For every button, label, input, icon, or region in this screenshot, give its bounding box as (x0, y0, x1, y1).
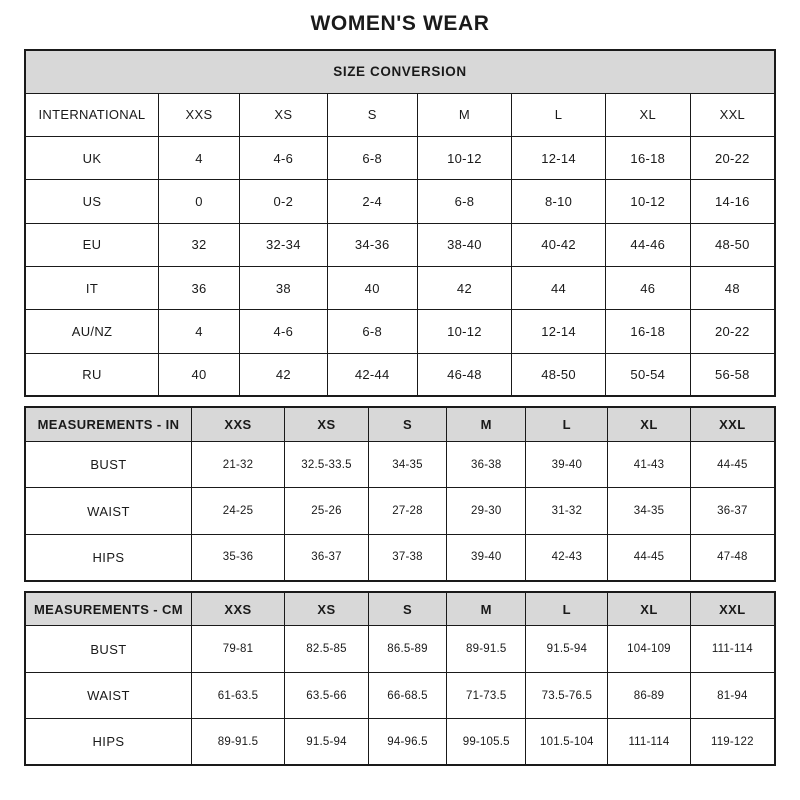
table-row (25, 137, 775, 180)
column-header-row (25, 93, 775, 136)
column-header-row (25, 592, 775, 626)
size-column-header: M (446, 592, 526, 626)
cell-value: 24-25 (192, 488, 285, 535)
row-label: IT (25, 266, 159, 309)
size-column-header: XL (608, 592, 691, 626)
cell-value: 42 (417, 266, 512, 309)
cell-value: 27-28 (369, 488, 447, 535)
cell-value: 104-109 (608, 626, 691, 673)
size-column-header: S (369, 592, 447, 626)
cell-value: 48-50 (690, 223, 775, 266)
cell-value: 82.5-85 (285, 626, 369, 673)
size-column-header: XS (285, 407, 369, 441)
cell-value: 81-94 (690, 672, 775, 719)
cell-value: 40 (327, 266, 417, 309)
cell-value: 89-91.5 (446, 626, 526, 673)
size-column-header: XL (608, 407, 691, 441)
cell-value: 31-32 (526, 488, 608, 535)
cell-value: 0-2 (239, 180, 327, 223)
size-column-header: L (526, 407, 608, 441)
cell-value: 101.5-104 (526, 719, 608, 766)
cell-value: 8-10 (512, 180, 606, 223)
measurements-cm-table (24, 591, 776, 767)
cell-value: 10-12 (417, 310, 512, 353)
cell-value: 66-68.5 (369, 672, 447, 719)
measurements-cm-section (24, 591, 776, 767)
cell-value: 41-43 (608, 441, 691, 488)
cell-value: 48-50 (512, 353, 606, 396)
cell-value: 34-36 (327, 223, 417, 266)
cell-value: 32-34 (239, 223, 327, 266)
cell-value: 86-89 (608, 672, 691, 719)
cell-value: 14-16 (690, 180, 775, 223)
cell-value: 71-73.5 (446, 672, 526, 719)
table-row (25, 626, 775, 673)
cell-value: 111-114 (690, 626, 775, 673)
cell-value: 119-122 (690, 719, 775, 766)
size-conversion-section (24, 49, 776, 397)
cell-value: 0 (159, 180, 240, 223)
cell-value: 6-8 (417, 180, 512, 223)
row-label: BUST (25, 626, 192, 673)
table-row (25, 180, 775, 223)
row-label: WAIST (25, 672, 192, 719)
table-row (25, 353, 775, 396)
cell-value: 44-45 (690, 441, 775, 488)
cell-value: 86.5-89 (369, 626, 447, 673)
cell-value: 20-22 (690, 137, 775, 180)
size-column-header: XXL (690, 407, 775, 441)
cell-value: 44 (512, 266, 606, 309)
cell-value: 99-105.5 (446, 719, 526, 766)
size-column-header: S (369, 407, 447, 441)
cell-value: 46 (605, 266, 690, 309)
row-label: HIPS (25, 534, 192, 581)
measurements-in-table (24, 406, 776, 582)
cell-value: 111-114 (608, 719, 691, 766)
size-column-header: M (446, 407, 526, 441)
size-column-header: S (327, 93, 417, 136)
row-label: RU (25, 353, 159, 396)
cell-value: 50-54 (605, 353, 690, 396)
table-row (25, 266, 775, 309)
row-label: WAIST (25, 488, 192, 535)
size-column-header: XXL (690, 93, 775, 136)
size-column-header: L (512, 93, 606, 136)
cell-value: 21-32 (192, 441, 285, 488)
row-label: US (25, 180, 159, 223)
cell-value: 36-37 (690, 488, 775, 535)
cell-value: 73.5-76.5 (526, 672, 608, 719)
size-conversion-title: SIZE CONVERSION (25, 50, 775, 93)
column-header-row (25, 407, 775, 441)
table-title-row (25, 50, 775, 93)
cell-value: 44-45 (608, 534, 691, 581)
cell-value: 40-42 (512, 223, 606, 266)
size-column-header: L (526, 592, 608, 626)
cell-value: 12-14 (512, 137, 606, 180)
row-header-label: MEASUREMENTS - CM (25, 592, 192, 626)
cell-value: 46-48 (417, 353, 512, 396)
cell-value: 25-26 (285, 488, 369, 535)
cell-value: 42-43 (526, 534, 608, 581)
cell-value: 91.5-94 (285, 719, 369, 766)
row-label: EU (25, 223, 159, 266)
cell-value: 4 (159, 137, 240, 180)
row-header-label: INTERNATIONAL (25, 93, 159, 136)
table-row (25, 672, 775, 719)
cell-value: 10-12 (417, 137, 512, 180)
table-row (25, 719, 775, 766)
table-row (25, 441, 775, 488)
cell-value: 6-8 (327, 137, 417, 180)
cell-value: 32 (159, 223, 240, 266)
cell-value: 38-40 (417, 223, 512, 266)
cell-value: 48 (690, 266, 775, 309)
cell-value: 47-48 (690, 534, 775, 581)
cell-value: 36-37 (285, 534, 369, 581)
size-column-header: XXS (192, 592, 285, 626)
page-title: WOMEN'S WEAR (310, 12, 490, 35)
size-column-header: XXS (192, 407, 285, 441)
cell-value: 91.5-94 (526, 626, 608, 673)
cell-value: 94-96.5 (369, 719, 447, 766)
cell-value: 63.5-66 (285, 672, 369, 719)
cell-value: 34-35 (608, 488, 691, 535)
cell-value: 89-91.5 (192, 719, 285, 766)
cell-value: 2-4 (327, 180, 417, 223)
cell-value: 4 (159, 310, 240, 353)
table-row (25, 310, 775, 353)
table-row (25, 223, 775, 266)
cell-value: 34-35 (369, 441, 447, 488)
cell-value: 6-8 (327, 310, 417, 353)
size-column-header: XS (239, 93, 327, 136)
cell-value: 40 (159, 353, 240, 396)
size-column-header: XXS (159, 93, 240, 136)
cell-value: 29-30 (446, 488, 526, 535)
cell-value: 61-63.5 (192, 672, 285, 719)
cell-value: 38 (239, 266, 327, 309)
table-row (25, 488, 775, 535)
size-conversion-table (24, 49, 776, 397)
measurements-in-section (24, 406, 776, 582)
cell-value: 36 (159, 266, 240, 309)
cell-value: 10-12 (605, 180, 690, 223)
cell-value: 4-6 (239, 310, 327, 353)
cell-value: 37-38 (369, 534, 447, 581)
row-label: BUST (25, 441, 192, 488)
cell-value: 44-46 (605, 223, 690, 266)
size-column-header: M (417, 93, 512, 136)
cell-value: 39-40 (526, 441, 608, 488)
row-label: UK (25, 137, 159, 180)
cell-value: 42-44 (327, 353, 417, 396)
cell-value: 35-36 (192, 534, 285, 581)
size-column-header: XL (605, 93, 690, 136)
row-label: AU/NZ (25, 310, 159, 353)
cell-value: 16-18 (605, 137, 690, 180)
size-column-header: XXL (690, 592, 775, 626)
cell-value: 4-6 (239, 137, 327, 180)
cell-value: 16-18 (605, 310, 690, 353)
cell-value: 42 (239, 353, 327, 396)
size-column-header: XS (285, 592, 369, 626)
cell-value: 12-14 (512, 310, 606, 353)
table-row (25, 534, 775, 581)
cell-value: 56-58 (690, 353, 775, 396)
row-header-label: MEASUREMENTS - IN (25, 407, 192, 441)
cell-value: 39-40 (446, 534, 526, 581)
cell-value: 32.5-33.5 (285, 441, 369, 488)
cell-value: 36-38 (446, 441, 526, 488)
cell-value: 20-22 (690, 310, 775, 353)
row-label: HIPS (25, 719, 192, 766)
cell-value: 79-81 (192, 626, 285, 673)
